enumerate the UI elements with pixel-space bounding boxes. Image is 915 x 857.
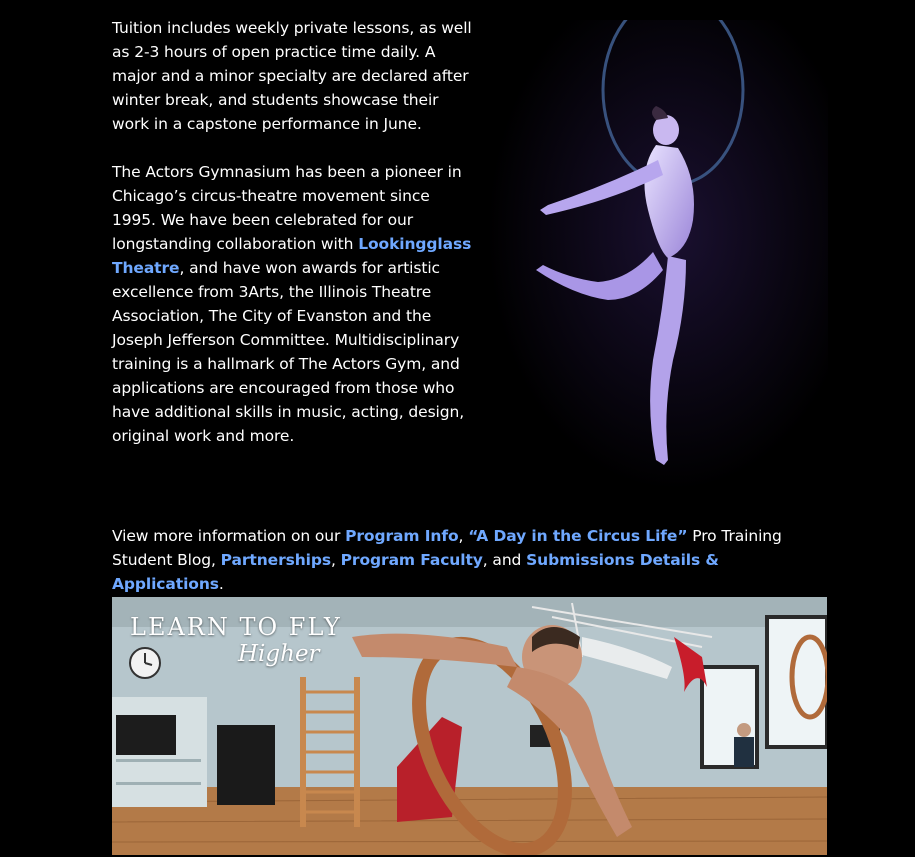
lookingglass-theatre-link[interactable]: Lookingglass Theatre bbox=[112, 235, 472, 277]
history-text-after: , and have won awards for artistic excellence from 3Arts, the Illinois Theatre Association, The City of Evanston and the Joseph Jefferson Committee. Multidisciplinary training is a hallmark of The Actors Gym, and applications are encouraged from those who have additional skills in music, acting, design, original work and more. bbox=[112, 259, 465, 445]
day-in-circus-life-link[interactable]: “A Day in the Circus Life” bbox=[468, 527, 688, 545]
history-paragraph bbox=[112, 160, 472, 448]
submissions-link[interactable]: Submissions Details & Applications bbox=[112, 551, 719, 593]
more-info-sep2: , bbox=[331, 551, 341, 569]
aerialist-illustration bbox=[488, 20, 828, 490]
more-info-mid: Pro Training Student Blog, bbox=[112, 527, 782, 569]
partnerships-link[interactable]: Partnerships bbox=[220, 551, 332, 569]
aerialist-photo bbox=[488, 20, 828, 490]
learn-to-fly-banner[interactable] bbox=[112, 597, 827, 855]
more-info-sep3: , and bbox=[482, 551, 527, 569]
more-info-end: . bbox=[218, 575, 224, 593]
more-info-lead: View more information on our bbox=[112, 527, 346, 545]
tuition-paragraph: Tuition includes weekly private lessons, as well as 2-3 hours of open practice time daily. A major and a minor specialty are declared after winter break, and students showcase their work in a capstone performance in June. bbox=[112, 19, 472, 133]
more-info-sep1: , bbox=[458, 527, 469, 545]
history-text-before: The Actors Gymnasium has been a pioneer in Chicago’s circus-theatre movement since 1995. We have been celebrated for our longstanding collaboration with bbox=[112, 163, 462, 253]
program-faculty-link[interactable]: Program Faculty bbox=[340, 551, 483, 569]
banner-subtitle: Higher bbox=[238, 641, 320, 667]
more-info-paragraph bbox=[112, 524, 827, 596]
intro-text-column bbox=[112, 16, 472, 472]
program-info-link[interactable]: Program Info bbox=[345, 527, 459, 545]
banner-title: LEARN TO FLY bbox=[130, 613, 342, 641]
